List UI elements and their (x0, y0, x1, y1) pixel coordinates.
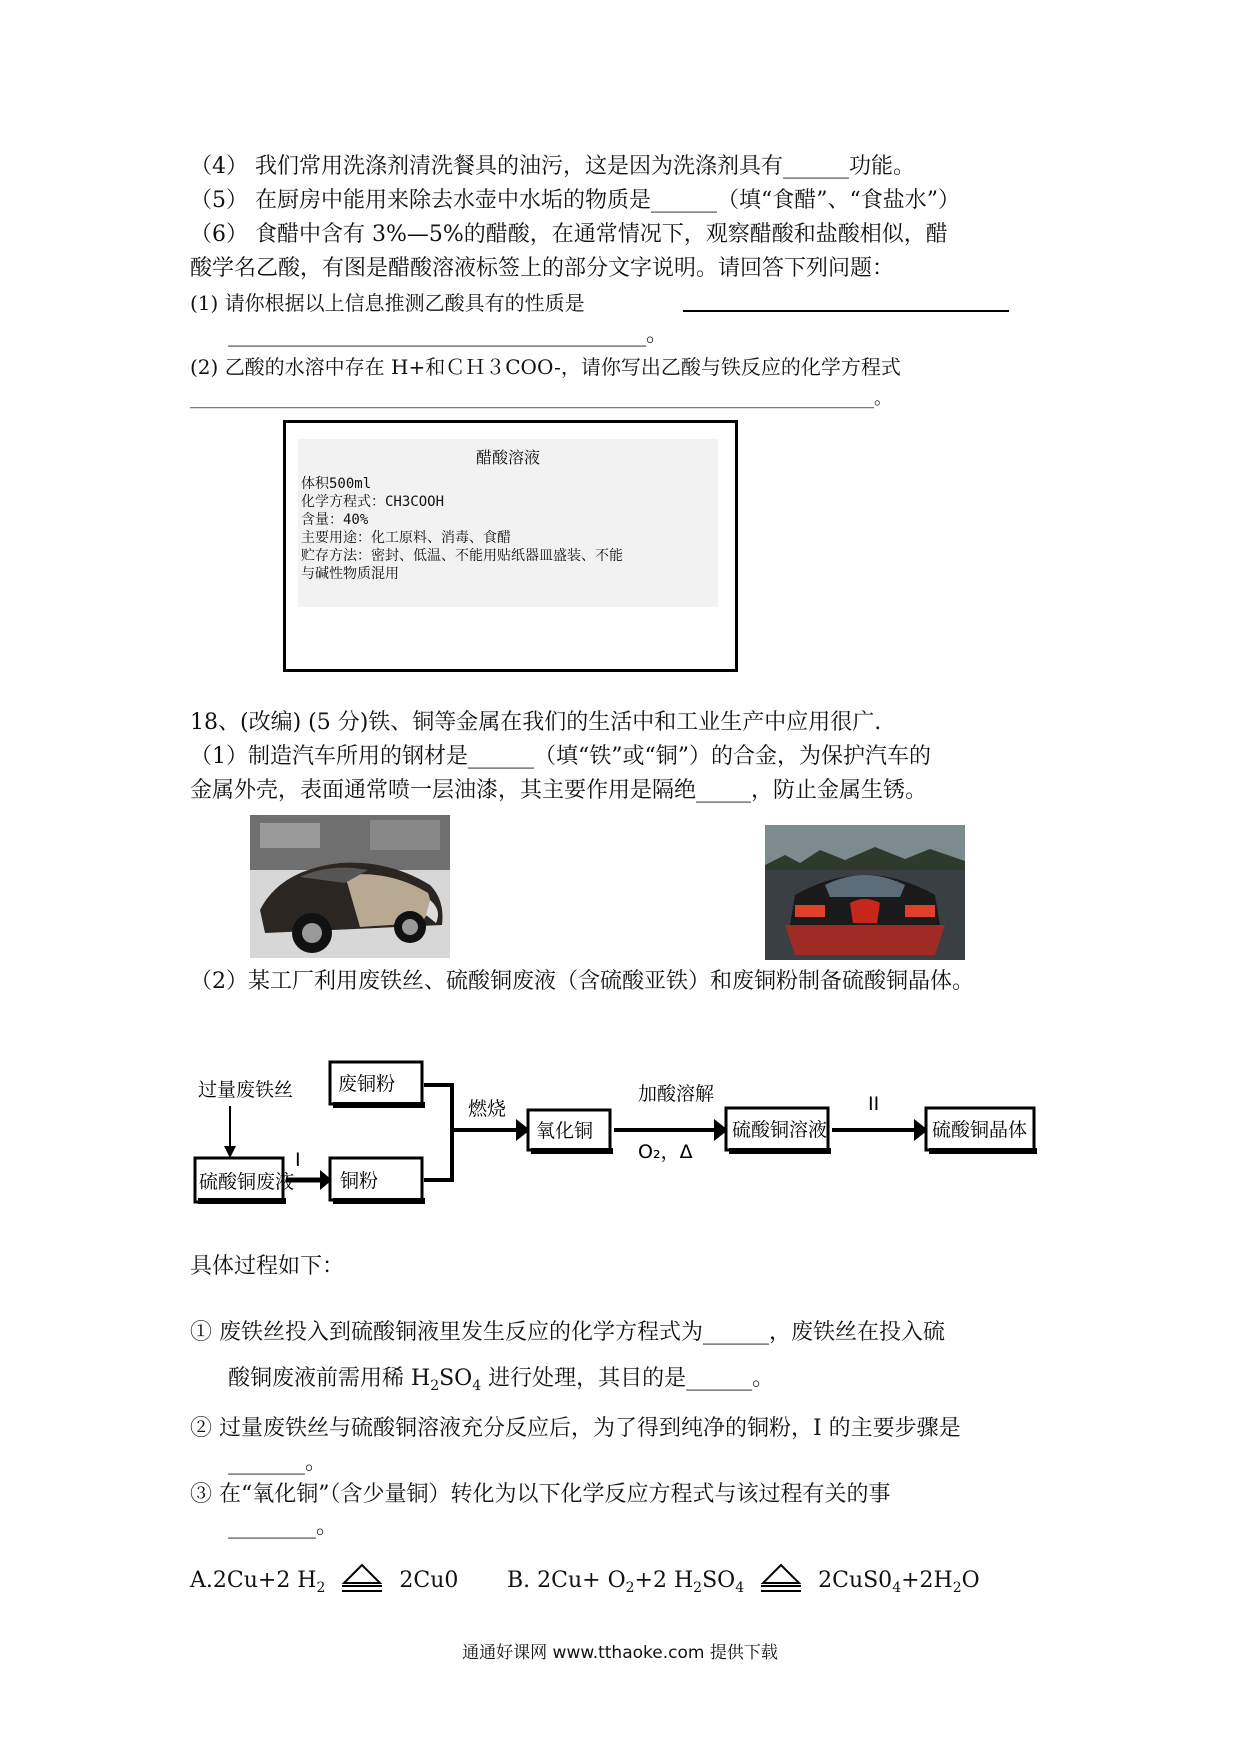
heat-triangle-icon (757, 1563, 805, 1593)
vinegar-label (283, 420, 738, 672)
option-b-subscript: 4 (892, 1580, 902, 1596)
option-b-text: B. 2Cu+ O (507, 1568, 626, 1593)
flow-cu-powder-label: 铜粉 (340, 1170, 379, 1192)
question-18-1-line1: （1）制造汽车所用的钢材是______（填“铁”或“铜”）的合金，为保护汽车的 (190, 744, 931, 769)
flow-cuo-label: 氧化铜 (536, 1120, 594, 1142)
option-b-subscript: 2 (693, 1580, 703, 1596)
question-6-1-line1: (1) 请你根据以上信息推测乙酸具有的性质是 (190, 291, 585, 315)
flow-waste-cu-powder-label: 废铜粉 (338, 1073, 396, 1095)
question-5: （5） 在厨房中能用来除去水壶中水垢的物质是______（填“食醋”、“食盐水”） (190, 188, 960, 213)
vinegar-label-panel (298, 439, 718, 607)
step1-text-c: 进行处理，其目的是______。 (488, 1366, 775, 1391)
option-a (190, 1563, 458, 1605)
step1-text-a: 酸铜废液前需用稀 H (228, 1366, 431, 1391)
step1-subscript: 4 (472, 1378, 482, 1394)
process-step3-line2: ________。 (228, 1514, 339, 1539)
flow-arrowhead-iron (224, 1146, 236, 1158)
page-footer: 通通好课网 www.tthaoke.com 提供下载 (462, 1643, 778, 1663)
heat-triangle-icon (338, 1563, 386, 1593)
flow-cuso4-crystal-label: 硫酸铜晶体 (932, 1119, 1028, 1141)
flow-box-shadow (198, 1198, 286, 1204)
process-step1-line1: ① 废铁丝投入到硫酸铜液里发生反应的化学方程式为______，废铁丝在投入硫 (190, 1320, 945, 1345)
question-6-2-line1: (2) 乙酸的水溶中存在 H+和ＣＨ３COO-，请你写出乙酸与铁反应的化学方程式 (190, 355, 901, 379)
car-photo-front (765, 825, 965, 960)
flow-box-shadow (929, 1148, 1037, 1154)
option-a-rhs: 2Cu0 (399, 1568, 459, 1593)
question-6-2-line2: ____________________________________________________________________________。 (190, 388, 892, 409)
flow-burn-label: 燃烧 (468, 1098, 507, 1120)
process-step3-line1: ③ 在“氧化铜”（含少量铜）转化为以下化学反应方程式与该过程有关的事 (190, 1482, 891, 1507)
flow-box-shadow (333, 1198, 425, 1204)
process-step2-line1: ② 过量废铁丝与硫酸铜溶液充分反应后，为了得到纯净的铜粉，I 的主要步骤是 (190, 1416, 961, 1441)
option-b-subscript: 2 (952, 1580, 962, 1596)
flow-box-shadow (531, 1148, 613, 1154)
process-step2-line2: _______。 (228, 1450, 328, 1475)
process-intro: 具体过程如下： (190, 1254, 345, 1279)
option-a-lhs: A.2Cu+2 H (190, 1568, 317, 1593)
car-photo-side (250, 815, 450, 958)
flow-step2-label: II (868, 1093, 880, 1115)
process-flow-diagram (190, 1050, 1090, 1210)
flow-acid-dissolve-label: 加酸溶解 (638, 1083, 715, 1105)
option-b (507, 1563, 980, 1605)
step1-text-b: SO (439, 1366, 473, 1391)
flow-waste-cu-solution-label: 硫酸铜废液 (199, 1171, 295, 1193)
question-18-2: （2）某工厂利用废铁丝、硫酸铜废液（含硫酸亚铁）和废铜粉制备硫酸铜晶体。 (190, 969, 974, 994)
vinegar-label-title: 醋酸溶液 (475, 448, 540, 467)
question-6-line2: 酸学名乙酸，有图是醋酸溶液标签上的部分文字说明。请回答下列问题： (190, 256, 895, 281)
answer-underline (683, 310, 1009, 312)
process-step1-line2 (228, 1362, 774, 1403)
option-b-text: +2 H (634, 1568, 694, 1593)
option-b-text: O (961, 1568, 980, 1593)
question-18-1-line2: 金属外壳，表面通常喷一层油漆，其主要作用是隔绝_____，防止金属生锈。 (190, 778, 928, 803)
vinegar-label-text: 体积500ml 化学方程式：CH3COOH 含量：40% 主要用途：化工原料、消毒、食醋 贮存方法：密封、低温、不能用贴纸器皿盛装、不能 与碱性物质混用 (301, 476, 623, 582)
option-b-text: 2CuS0 (818, 1568, 893, 1593)
flow-excess-iron-label: 过量废铁丝 (198, 1079, 294, 1101)
flow-box-shadow (333, 1102, 425, 1108)
option-b-text: SO (702, 1568, 736, 1593)
option-b-subscript: 4 (735, 1580, 745, 1596)
question-6-line1: （6） 食醋中含有 3%—5%的醋酸，在通常情况下，观察醋酸和盐酸相似，醋 (190, 222, 948, 247)
question-6-1-line2: ______________________________________。 (228, 322, 669, 347)
question-4: （4） 我们常用洗涤剂清洗餐具的油污，这是因为洗涤剂具有______功能。 (190, 154, 915, 179)
option-b-subscript: 2 (625, 1580, 635, 1596)
flow-o2-heat-label: O₂，Δ (638, 1141, 693, 1163)
option-a-subscript: 2 (316, 1580, 326, 1596)
question-18-header: 18、(改编) (5 分)铁、铜等金属在我们的生活中和工业生产中应用很广. (190, 710, 882, 735)
flow-cuso4-solution-label: 硫酸铜溶液 (732, 1119, 828, 1141)
step1-subscript: 2 (430, 1378, 440, 1394)
option-b-text: +2H (901, 1568, 953, 1593)
flow-box-shadow (729, 1148, 831, 1154)
flow-step1-label: I (295, 1149, 301, 1171)
